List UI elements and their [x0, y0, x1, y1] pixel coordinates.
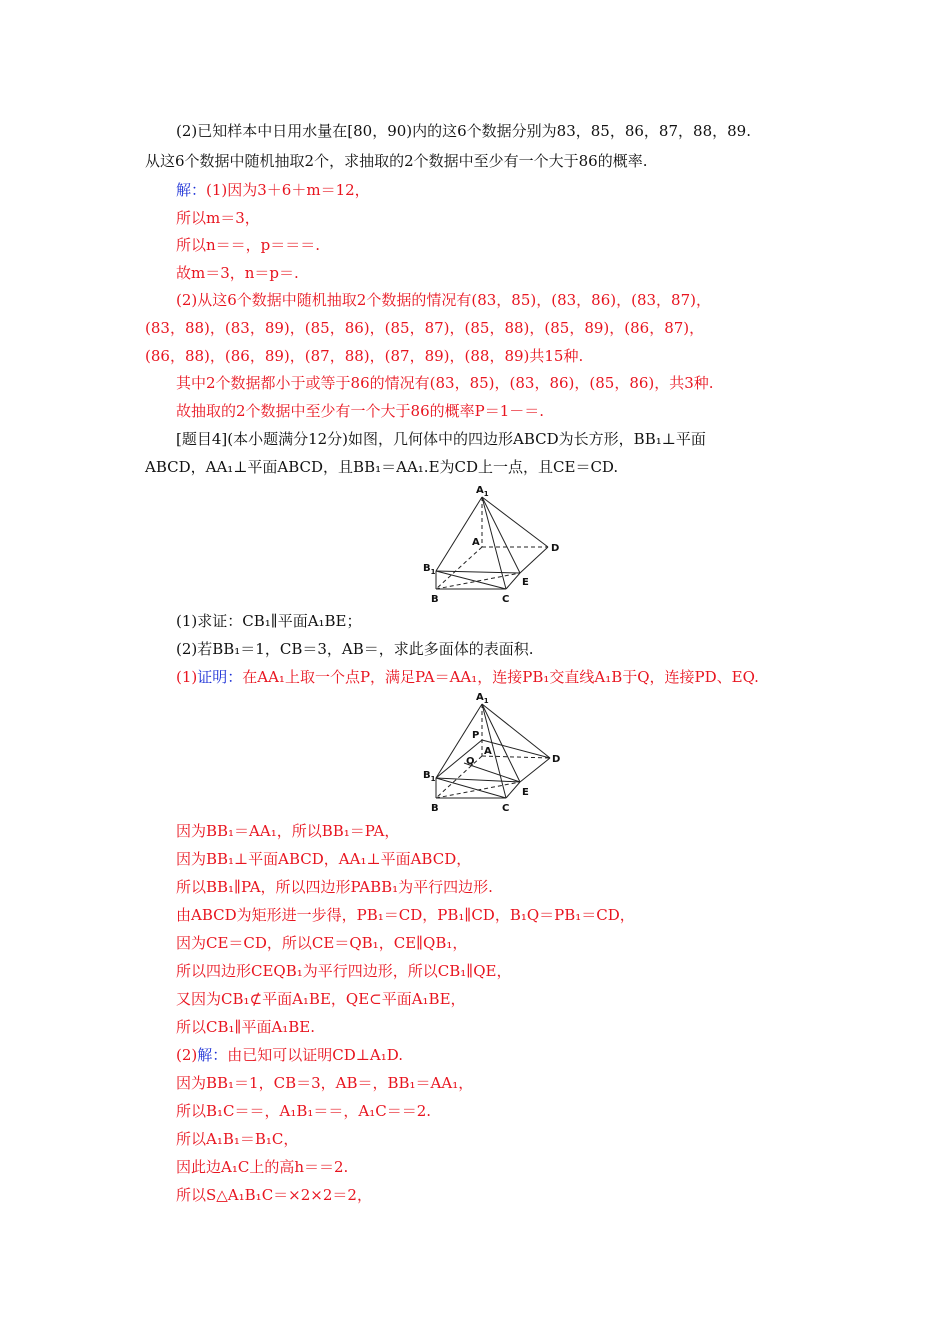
solution3-line9: 故抽取的2个数据中至少有一个大于86的概率P＝1－＝.	[176, 402, 545, 420]
solution3-line1	[176, 180, 370, 200]
solution3-line7: (86，88)，(86，89)，(87，88)，(87，89)，(88，89)共15种.	[145, 347, 584, 365]
polyhedron-diagram	[420, 483, 570, 607]
label-p: P	[472, 730, 480, 741]
problem4-line1: [题目4](本小题满分12分)如图，几何体中的四边形ABCD为长方形，BB₁⊥平面	[176, 430, 706, 448]
label-a1: $A_1$	[476, 485, 489, 498]
proof-line1: 因为BB₁＝AA₁，所以BB₁＝PA，	[176, 822, 400, 840]
label-e: E	[522, 577, 529, 588]
solution4-part2-first-line	[176, 1045, 403, 1065]
proof-first-text: 在AA₁上取一个点P，满足PA＝AA₁，连接PB₁交直线A₁B于Q，连接PD、EQ.	[242, 668, 759, 686]
proof-line8: 所以CB₁∥平面A₁BE.	[176, 1018, 316, 1036]
solution-part2-label: 解：	[197, 1046, 228, 1064]
label-a1: $A_1$	[476, 692, 489, 705]
solution3-line4: 故m＝3，n＝p＝.	[176, 264, 299, 282]
proof-line6: 所以四边形CEQB₁为平行四边形，所以CB₁∥QE，	[176, 962, 512, 980]
solution3-line8: 其中2个数据都小于或等于86的情况有(83，85)，(83，86)，(85，86)，共3种.	[176, 374, 714, 392]
proof-prefix: (1)	[176, 668, 198, 686]
label-d: D	[551, 543, 560, 554]
problem3-q2-line1: (2)已知样本中日用水量在[80，90)内的这6个数据分别为83，85，86，87，88，89.	[176, 122, 751, 140]
proof-line3: 所以BB₁∥PA，所以四边形PABB₁为平行四边形.	[176, 878, 493, 896]
figure-polyhedron-auxiliary	[420, 692, 570, 816]
solution3-line5: (2)从这6个数据中随机抽取2个数据的情况有(83，85)，(83，86)，(83，87)，	[176, 291, 711, 309]
proof-line7: 又因为CB₁⊄平面A₁BE，QE⊂平面A₁BE，	[176, 990, 466, 1008]
proof-line4: 由ABCD为矩形进一步得，PB₁＝CD，PB₁∥CD，B₁Q＝PB₁＝CD，	[176, 906, 635, 924]
proof-line5: 因为CE＝CD，所以CE＝QB₁，CE∥QB₁，	[176, 934, 468, 952]
label-e: E	[522, 787, 529, 798]
label-c: C	[502, 803, 510, 814]
figure-polyhedron	[420, 483, 570, 607]
problem4-q1: (1)求证：CB₁∥平面A₁BE；	[176, 612, 362, 630]
solution-part2-prefix: (2)	[176, 1046, 198, 1064]
polyhedron-auxiliary-diagram	[420, 692, 570, 816]
proof-label: 证明：	[197, 668, 243, 686]
solution4-line10: 所以B₁C＝＝，A₁B₁＝＝，A₁C＝＝2.	[176, 1102, 432, 1120]
solution4-line9: 因为BB₁＝1，CB＝3，AB＝，BB₁＝AA₁，	[176, 1074, 474, 1092]
solution-label: 解：	[176, 181, 207, 199]
label-b: B	[431, 594, 439, 605]
label-b1: $B_1$	[423, 770, 436, 783]
solution4-line12: 因此边A₁C上的高h＝＝2.	[176, 1158, 349, 1176]
label-c: C	[502, 594, 510, 605]
label-b: B	[431, 803, 439, 814]
solution3-text: (1)因为3＋6＋m＝12，	[206, 181, 370, 199]
solution4-line13: 所以S△A₁B₁C＝×2×2＝2，	[176, 1186, 372, 1204]
label-d: D	[552, 754, 561, 765]
problem4-line2: ABCD，AA₁⊥平面ABCD，且BB₁＝AA₁.E为CD上一点，且CE＝CD.	[145, 458, 619, 476]
solution3-line3: 所以n＝＝，p＝＝＝.	[176, 236, 321, 254]
problem3-q2-line2: 从这6个数据中随机抽取2个，求抽取的2个数据中至少有一个大于86的概率.	[145, 152, 648, 170]
label-a: A	[484, 746, 492, 757]
solution4-line11: 所以A₁B₁＝B₁C，	[176, 1130, 299, 1148]
solution-part2-first-text: 由已知可以证明CD⊥A₁D.	[227, 1046, 403, 1064]
solution3-line2: 所以m＝3，	[176, 209, 260, 227]
solution3-line6: (83，88)，(83，89)，(85，86)，(85，87)，(85，88)，(85，89)，(86，87)，	[145, 319, 705, 337]
problem4-q2: (2)若BB₁＝1，CB＝3，AB＝，求此多面体的表面积.	[176, 640, 534, 658]
label-a: A	[472, 537, 480, 548]
label-b1: $B_1$	[423, 563, 436, 576]
proof-line2: 因为BB₁⊥平面ABCD，AA₁⊥平面ABCD，	[176, 850, 472, 868]
label-q: Q	[466, 756, 475, 767]
proof-first-line	[176, 667, 759, 687]
